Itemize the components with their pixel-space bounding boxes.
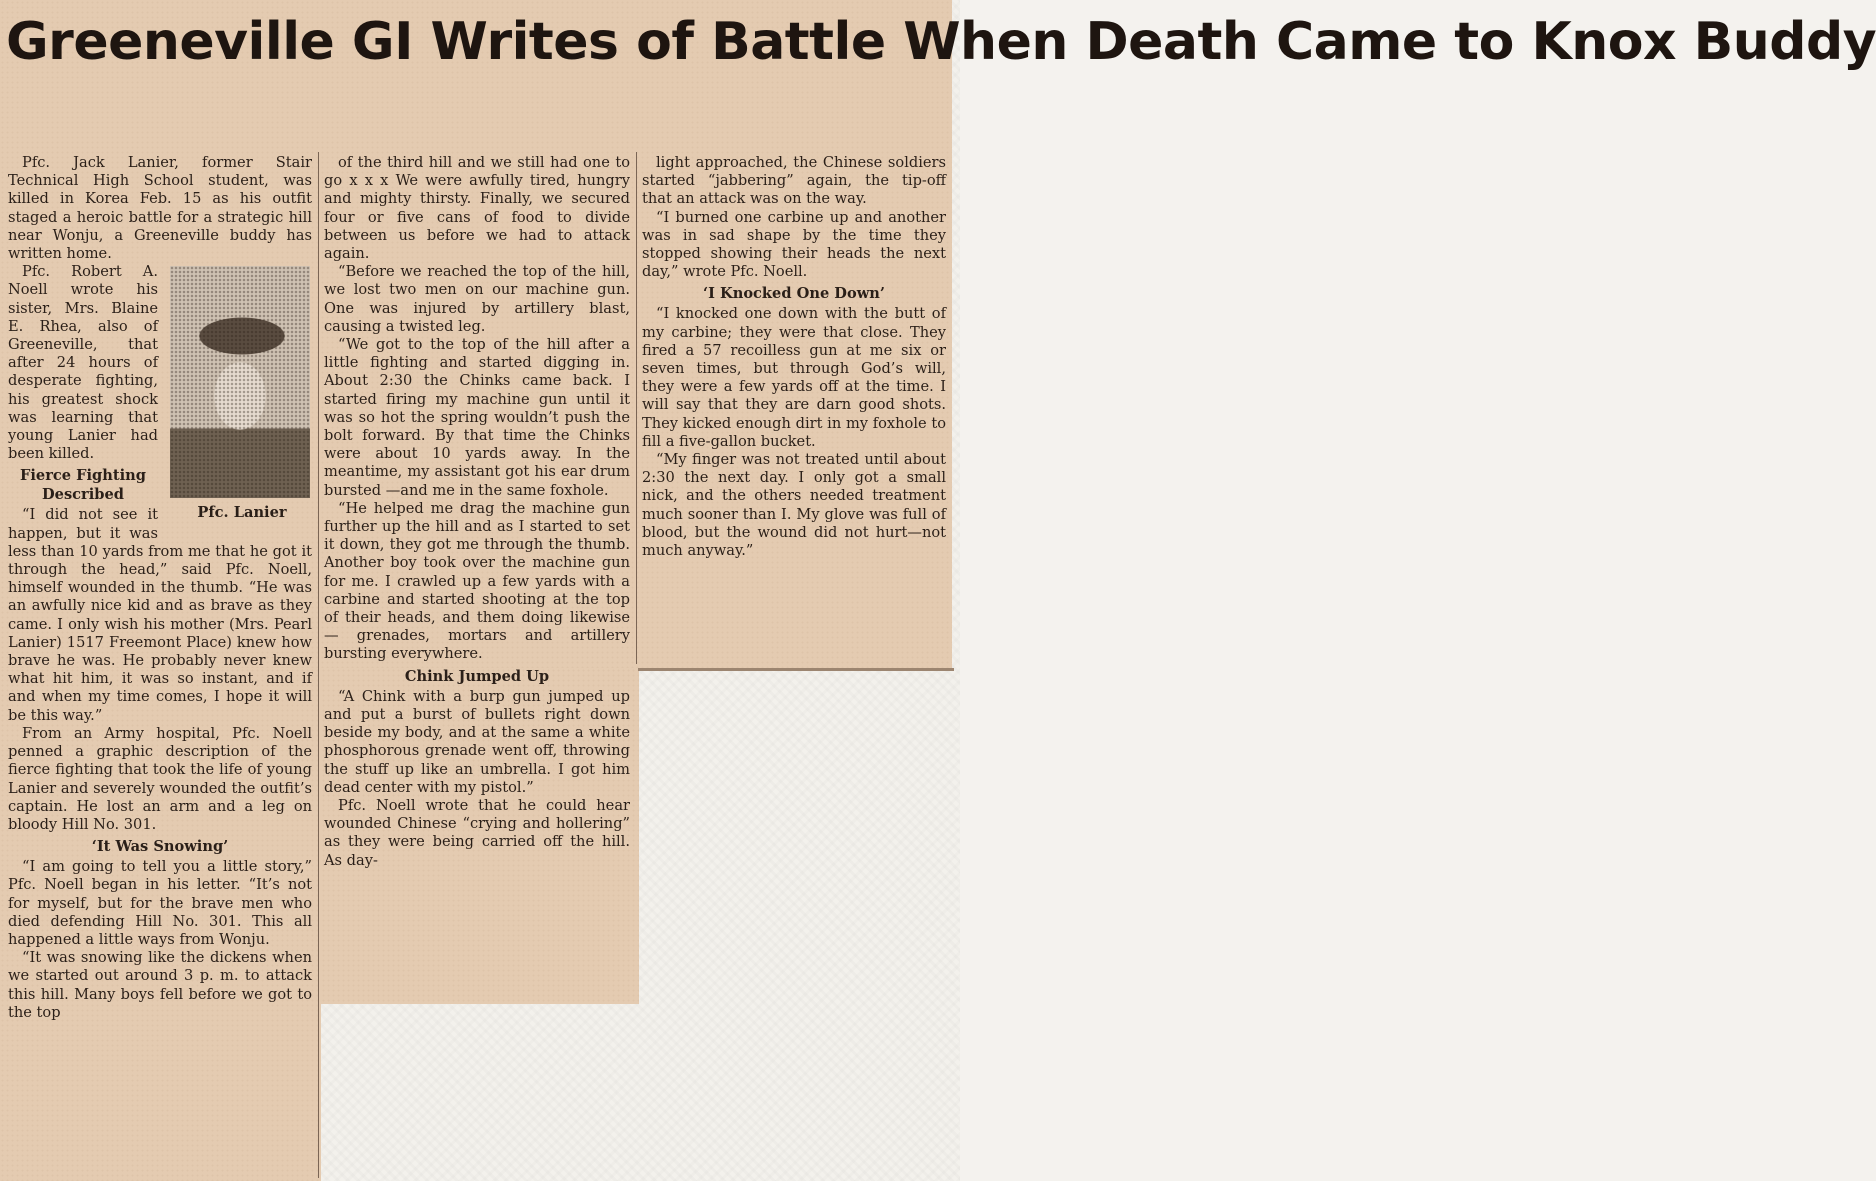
subheading: ‘I Knocked One Down’ xyxy=(703,285,885,303)
column-rule xyxy=(318,152,319,1178)
paragraph: From an Army hospital, Pfc. Noell penned a graphic description of the fierce fighting that took the life of young Lanier and severely wounded the outfit’s captain. He lost an arm and a leg on bloody Hill No. 301. xyxy=(8,724,312,833)
paragraph: Pfc. Jack Lanier, former Stair Technical High School student, was killed in Korea Feb. 15 as his outfit staged a heroic battle for a strategic hill near Wonju, a Greeneville buddy has written home. xyxy=(8,154,312,263)
paragraph: light approached, the Chinese soldiers started “jabbering” again, the tip-off that an attack was on the way. xyxy=(642,154,946,208)
paragraph: “We got to the top of the hill after a little fighting and started digging in. About 2:30 the Chinks came back. I started firing my machine gun until it was so hot the spring wouldn’t push the bolt forward. By that time the Chinks were about 10 yards away. In the meantime, my assistant got his ear drum bursted —and me in the same foxhole. xyxy=(324,336,630,499)
article-column-2 xyxy=(324,154,630,870)
portrait-photo xyxy=(170,266,310,498)
portrait-photo-box xyxy=(166,266,318,526)
photo-caption: Pfc. Lanier xyxy=(197,504,287,522)
paragraph: “He helped me drag the machine gun further up the hill and as I started to set it down, they got me through the thumb. Another boy took over the machine gun for me. I crawled up a few yards with a carbine and started shooting at the top of their heads, and them doing likewise — grenades, mortars and artillery bursting everywhere. xyxy=(324,499,630,663)
subheading: ‘It Was Snowing’ xyxy=(91,838,229,856)
paragraph: “It was snowing like the dickens when we started out around 3 p. m. to attack this hill. Many boys fell before we got to the top xyxy=(8,949,312,1021)
clipping-bottom-edge xyxy=(638,668,954,671)
paragraph: “I did not see it happen, but it was less than 10 yards from me that he got it through the head,” said Pfc. Noell, himself wounded in the thumb. “He was an awfully nice kid and as brave as they came. I only wish his mother (Mrs. Pearl Lanier) 1517 Freemont Place) knew how brave he was. He probably never knew what hit him, it was so instant, and if and when my time comes, I hope it will be this way.” xyxy=(8,506,312,724)
column-rule xyxy=(636,152,637,664)
paragraph: “My finger was not treated until about 2:30 the next day. I only got a small nick, and the others needed treatment much sooner than I. My glove was full of blood, but the wound did not hurt—not much anyway.” xyxy=(642,451,946,560)
paragraph: of the third hill and we still had one to go x x x We were awfully tired, hungry and mighty thirsty. Finally, we secured four or five cans of food to divide between us before we had to attack again. xyxy=(324,154,630,263)
paragraph: “A Chink with a burp gun jumped up and put a burst of bullets right down beside my body, and at the same a white phosphorous grenade went off, throwing the stuff up like an umbrella. I got him dead center with my pistol.” xyxy=(324,687,630,796)
subheading: Fierce Fighting Described xyxy=(20,467,146,504)
paragraph: “I knocked one down with the butt of my carbine; they were that close. They fired a 57 recoilless gun at me six or seven times, but through God’s will, they were a few yards off at the time. I will say that they are darn good shots. They kicked enough dirt in my foxhole to fill a five-gallon bucket. xyxy=(642,305,946,450)
article-column-3 xyxy=(642,154,946,560)
paragraph: Pfc. Robert A. Noell wrote his sister, Mrs. Blaine E. Rhea, also of Greeneville, that after 24 hours of desperate fighting, his greatest shock was learning that young Lanier had been killed. xyxy=(8,263,158,463)
paragraph: “Before we reached the top of the hill, we lost two men on our machine gun. One was injured by artillery blast, causing a twisted leg. xyxy=(324,263,630,335)
paragraph: “I am going to tell you a little story,” Pfc. Noell began in his letter. “It’s not for myself, but for the brave men who died defending Hill No. 301. This all happened a little ways from Wonju. xyxy=(8,858,312,948)
paragraph: “I burned one carbine up and another was in sad shape by the time they stopped showing their heads the next day,” wrote Pfc. Noell. xyxy=(642,208,946,281)
subheading: Chink Jumped Up xyxy=(404,667,550,685)
article-column-1 xyxy=(8,154,312,1022)
headline: Greeneville GI Writes of Battle When Death Came to Knox Buddy xyxy=(6,12,1876,72)
paragraph: Pfc. Noell wrote that he could hear wounded Chinese “crying and hollering” as they were being carried off the hill. As day- xyxy=(324,796,630,869)
